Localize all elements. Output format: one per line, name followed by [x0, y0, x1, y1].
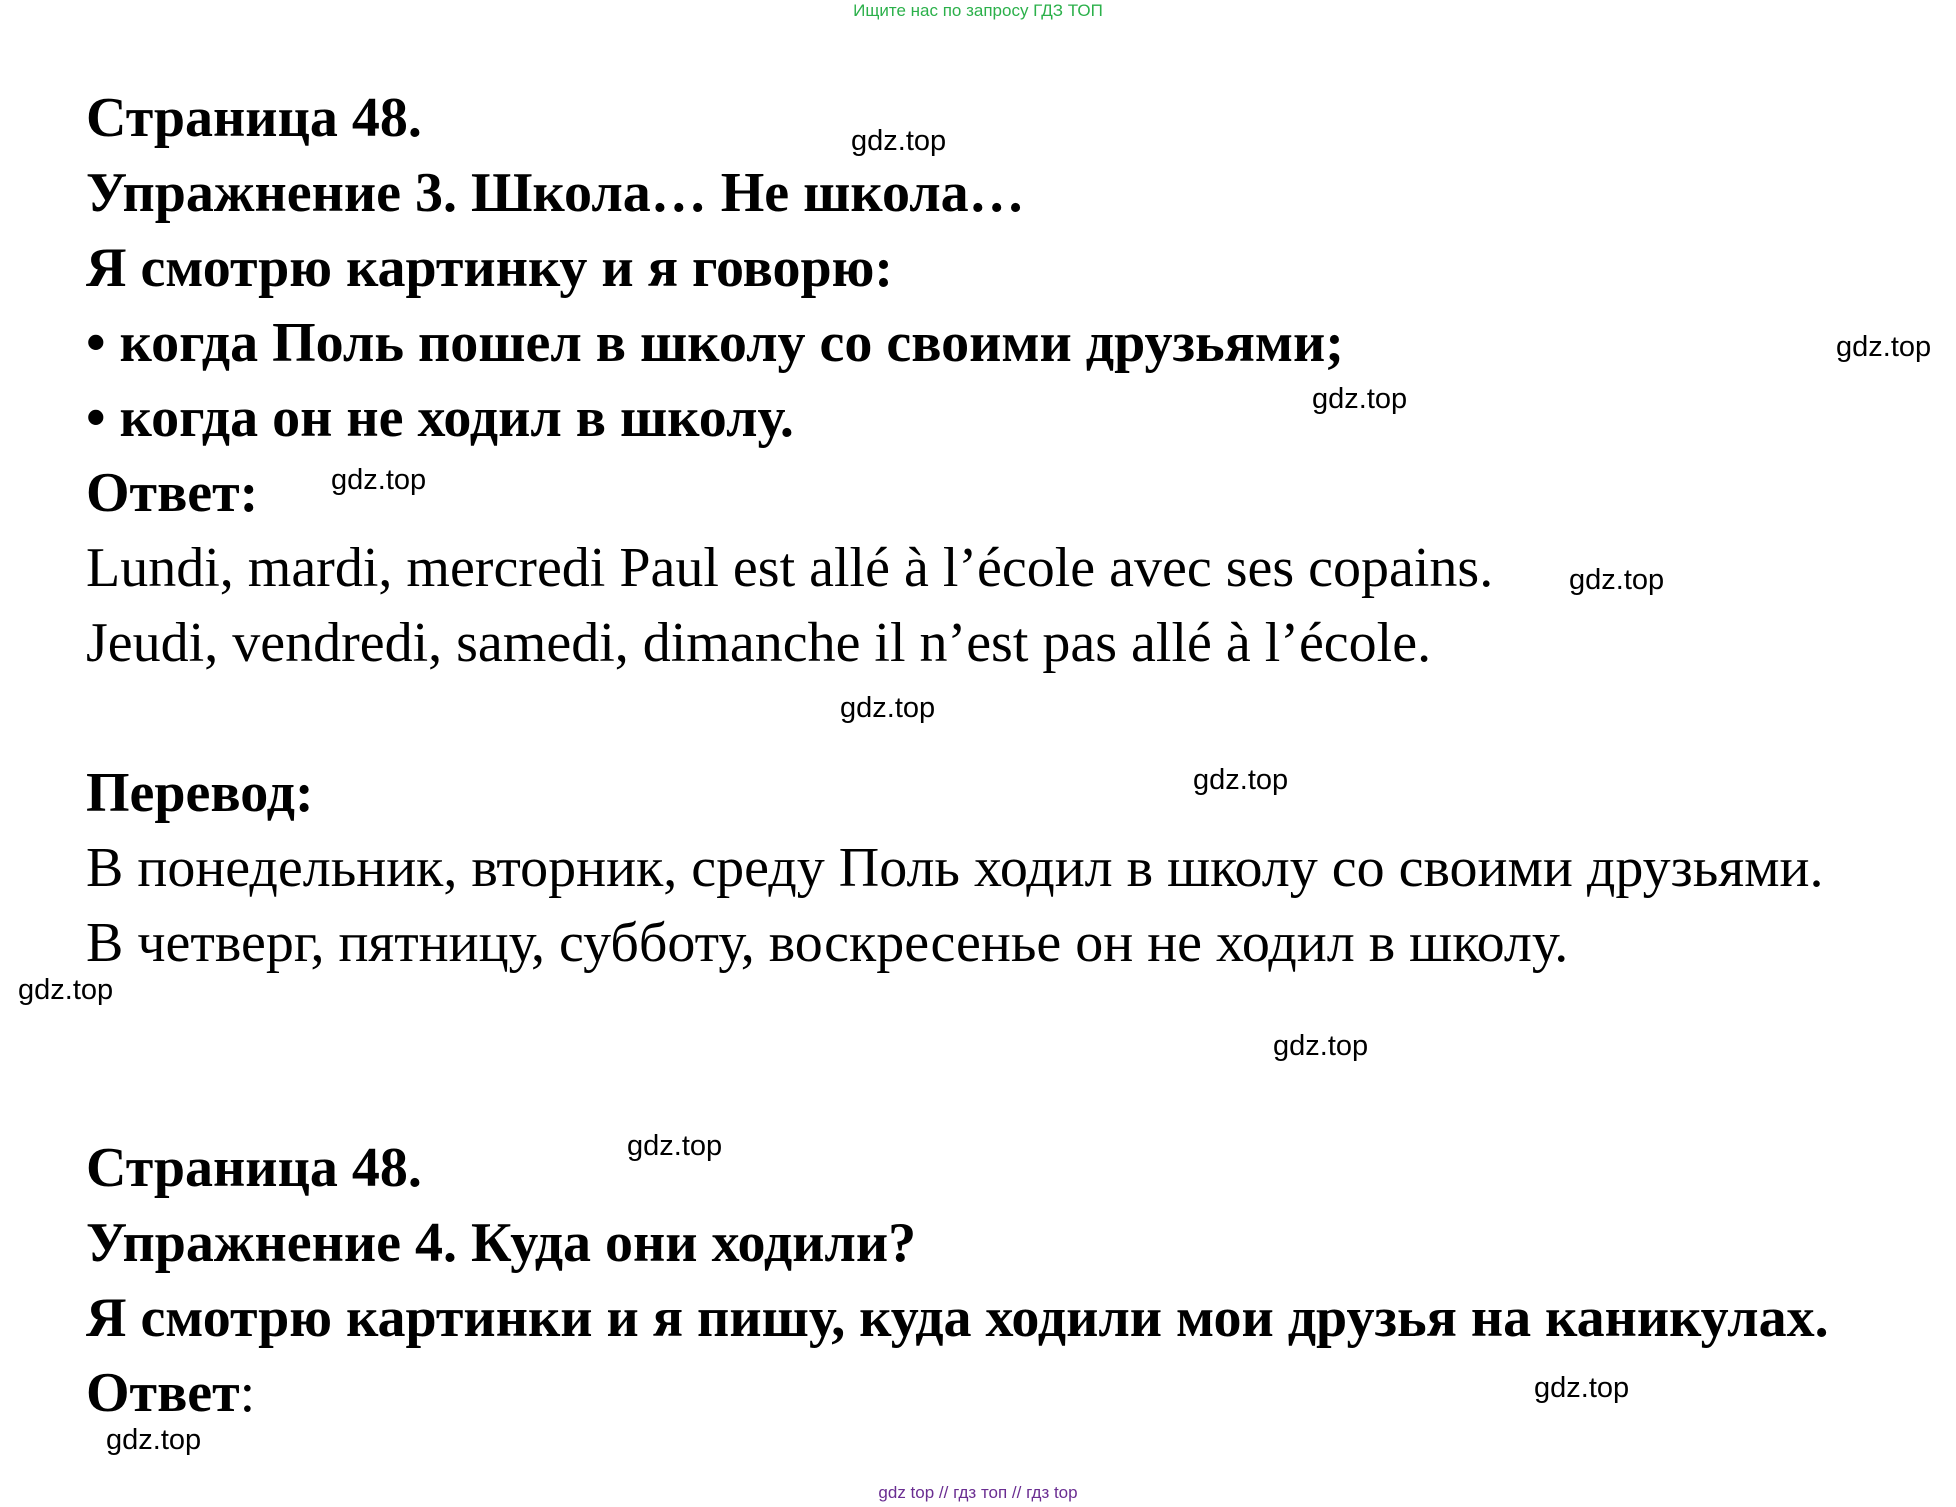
watermark: gdz.top: [851, 125, 947, 157]
watermark: gdz.top: [331, 464, 427, 496]
exercise-title: Упражнение 3. Школа… Не школа…: [86, 162, 1025, 224]
answer-label-colon: :: [239, 1362, 256, 1424]
answer-label: Ответ:: [86, 462, 259, 524]
watermark: gdz.top: [1569, 564, 1665, 596]
task-bullet-2: • когда он не ходил в школу.: [86, 387, 794, 449]
watermark: gdz.top: [1836, 331, 1932, 363]
watermark: gdz.top: [627, 1130, 723, 1162]
answer-line: Lundi, mardi, mercredi Paul est allé à l’école avec ses copains.: [86, 537, 1494, 599]
answer-label: [86, 1361, 255, 1425]
task-bullet-1: • когда Поль пошел в школу со своими друзьями;: [86, 312, 1344, 374]
translation-label: Перевод:: [86, 762, 314, 824]
task-intro: Я смотрю картинку и я говорю:: [86, 237, 894, 299]
answer-label-word: Ответ: [86, 1362, 240, 1424]
watermark: gdz.top: [1273, 1030, 1369, 1062]
footer-links[interactable]: gdz top // гдз топ // гдз top: [878, 1483, 1078, 1502]
translation-line: В четверг, пятницу, субботу, воскресенье он не ходил в школу.: [86, 912, 1569, 974]
watermark: gdz.top: [1312, 383, 1408, 415]
page-title: Страница 48.: [86, 87, 422, 149]
watermark: gdz.top: [106, 1424, 202, 1456]
promo-banner[interactable]: Ищите нас по запросу ГДЗ ТОП: [853, 1, 1103, 20]
page-title: Страница 48.: [86, 1137, 422, 1199]
translation-line: В понедельник, вторник, среду Поль ходил в школу со своими друзьями.: [86, 837, 1824, 899]
watermark: gdz.top: [1534, 1372, 1630, 1404]
watermark: gdz.top: [1193, 764, 1289, 796]
task-intro: Я смотрю картинки и я пишу, куда ходили мои друзья на каникулах.: [86, 1287, 1829, 1349]
watermark: gdz.top: [840, 692, 936, 724]
watermark: gdz.top: [18, 974, 114, 1006]
exercise-title: Упражнение 4. Куда они ходили?: [86, 1212, 917, 1274]
answer-line: Jeudi, vendredi, samedi, dimanche il n’est pas allé à l’école.: [86, 612, 1432, 674]
